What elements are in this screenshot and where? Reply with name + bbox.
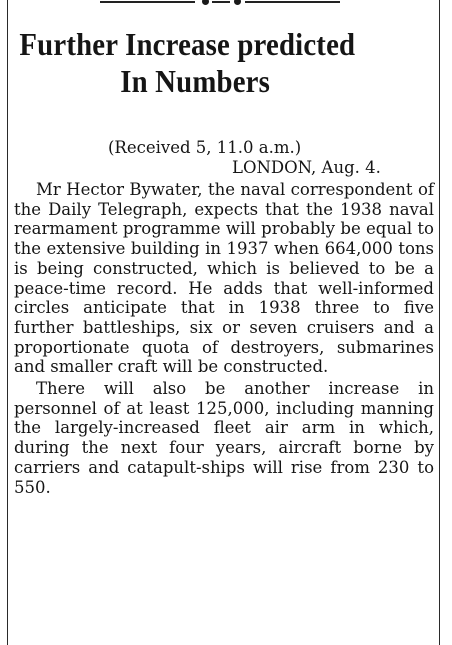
ornament-bar-left: [100, 1, 195, 3]
received-timestamp: (Received 5, 11.0 a.m.): [108, 138, 302, 157]
ornament-bar-right: [245, 1, 340, 3]
headline-line-2: In Numbers: [120, 63, 271, 99]
ornament-dot-left: [202, 0, 209, 5]
ornament-dash: [212, 1, 230, 3]
left-column-rule: [7, 0, 8, 645]
headline: [14, 26, 392, 100]
paragraph-1: Mr Hector Bywater, the naval correspondent of the Daily Telegraph, expects that the 1938 naval rearmament programme will probably be equal to the extensive building in 1937 when 664,000 tons is being constructed, which is believed to be a peace-time record. He adds that well-informed circles anticipate that in 1938 three to five further battleships, six or seven cruisers and a proportionate quota of destroyers, submarines and smaller craft will be constructed.: [14, 180, 434, 377]
right-column-rule: [439, 0, 440, 645]
ornament-dot-right: [234, 0, 241, 5]
paragraph-2: There will also be another increase in personnel of at least 125,000, including manning the largely-increased fleet air arm in which, during the next four years, aircraft borne by carriers and catapult-ships will rise from 230 to 550.: [14, 379, 434, 497]
top-ornament: [100, 0, 340, 12]
article-body: [14, 180, 434, 497]
headline-line-1: Further Increase predicted: [19, 26, 356, 62]
dateline: LONDON, Aug. 4.: [232, 158, 381, 177]
